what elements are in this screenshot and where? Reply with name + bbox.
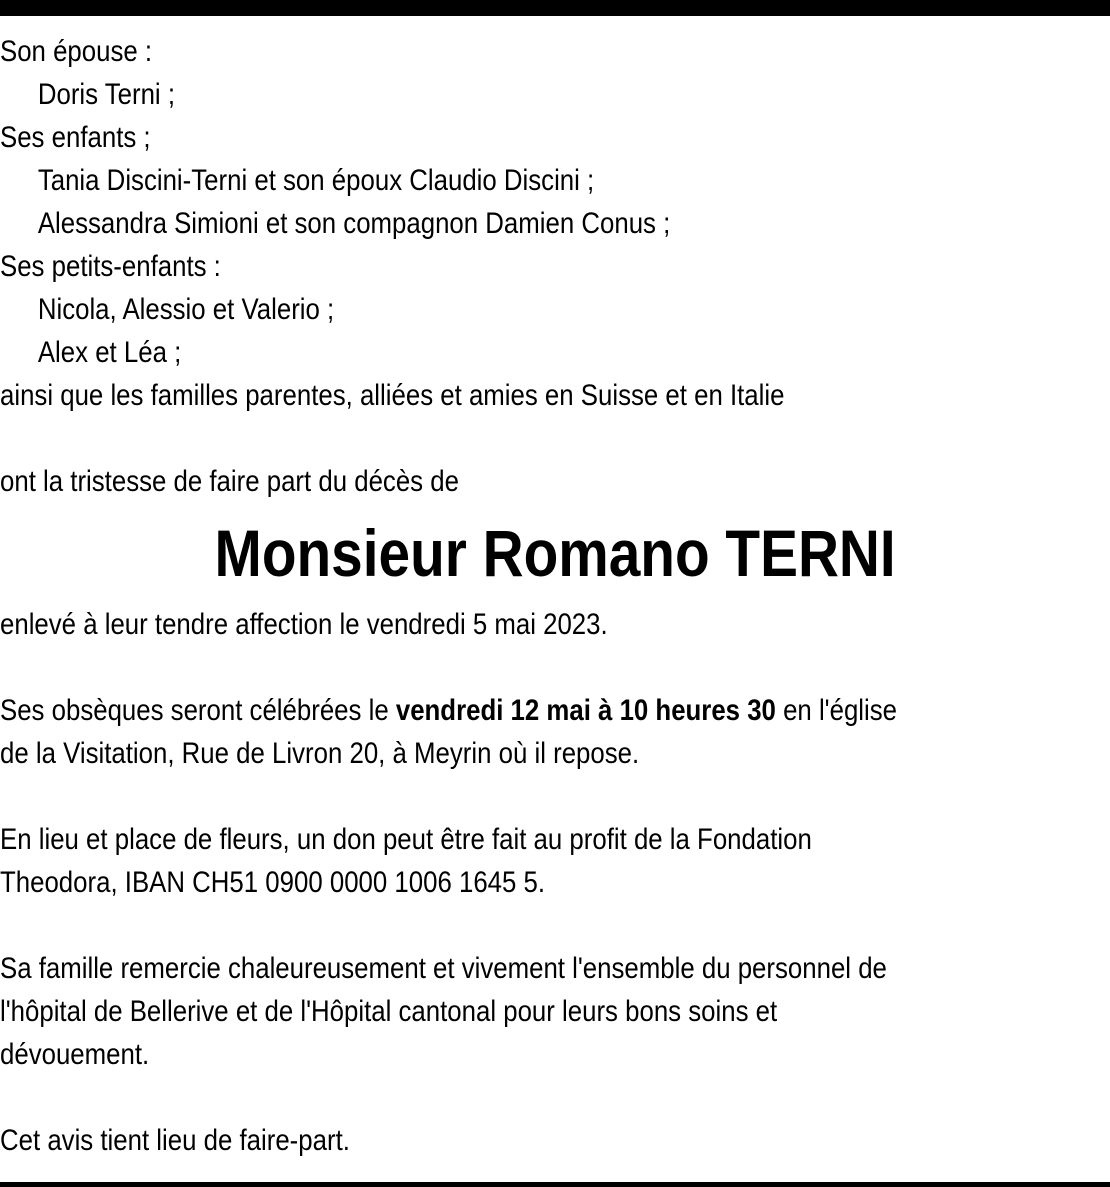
funeral-datetime: vendredi 12 mai à 10 heures 30 [395, 694, 776, 727]
announcement-line: ont la tristesse de faire part du décès de [0, 465, 459, 498]
funeral-prefix: Ses obsèques seront célébrées le [0, 694, 396, 727]
funeral-suffix: en l'église [775, 694, 898, 727]
child-entry: Tania Discini-Terni et son époux Claudio Discini ; [37, 164, 595, 197]
spouse-heading: Son épouse : [0, 35, 153, 68]
donation-line-1: En lieu et place de fleurs, un don peut être fait au profit de la Fondation [0, 823, 812, 856]
funeral-line-2: de la Visitation, Rue de Livron 20, à Meyrin où il repose. [0, 737, 640, 770]
grandchild-entry: Alex et Léa ; [37, 336, 182, 369]
spouse-name: Doris Terni ; [37, 78, 176, 111]
funeral-line-1 [0, 689, 1110, 732]
donation-line-2: Theodora, IBAN CH51 0900 0000 1006 1645 5. [0, 866, 546, 899]
thanks-line-2: l'hôpital de Bellerive et de l'Hôpital cantonal pour leurs bons soins et [0, 995, 778, 1028]
top-rule [0, 0, 1110, 16]
bottom-rule [0, 1182, 1110, 1187]
grandchild-entry: Nicola, Alessio et Valerio ; [37, 293, 335, 326]
death-date-line: enlevé à leur tendre affection le vendredi 5 mai 2023. [0, 608, 608, 641]
deceased-name: Monsieur Romano TERNI [214, 516, 896, 590]
relatives-line: ainsi que les familles parentes, alliées et amies en Suisse et en Italie [0, 379, 785, 412]
grandchildren-heading: Ses petits-enfants : [0, 250, 221, 283]
closing-line: Cet avis tient lieu de faire-part. [0, 1124, 350, 1157]
children-heading: Ses enfants ; [0, 121, 151, 154]
obituary-notice [0, 30, 1110, 1162]
child-entry: Alessandra Simioni et son compagnon Damien Conus ; [37, 207, 671, 240]
thanks-line-1: Sa famille remercie chaleureusement et vivement l'ensemble du personnel de [0, 952, 887, 985]
thanks-line-3: dévouement. [0, 1038, 150, 1071]
